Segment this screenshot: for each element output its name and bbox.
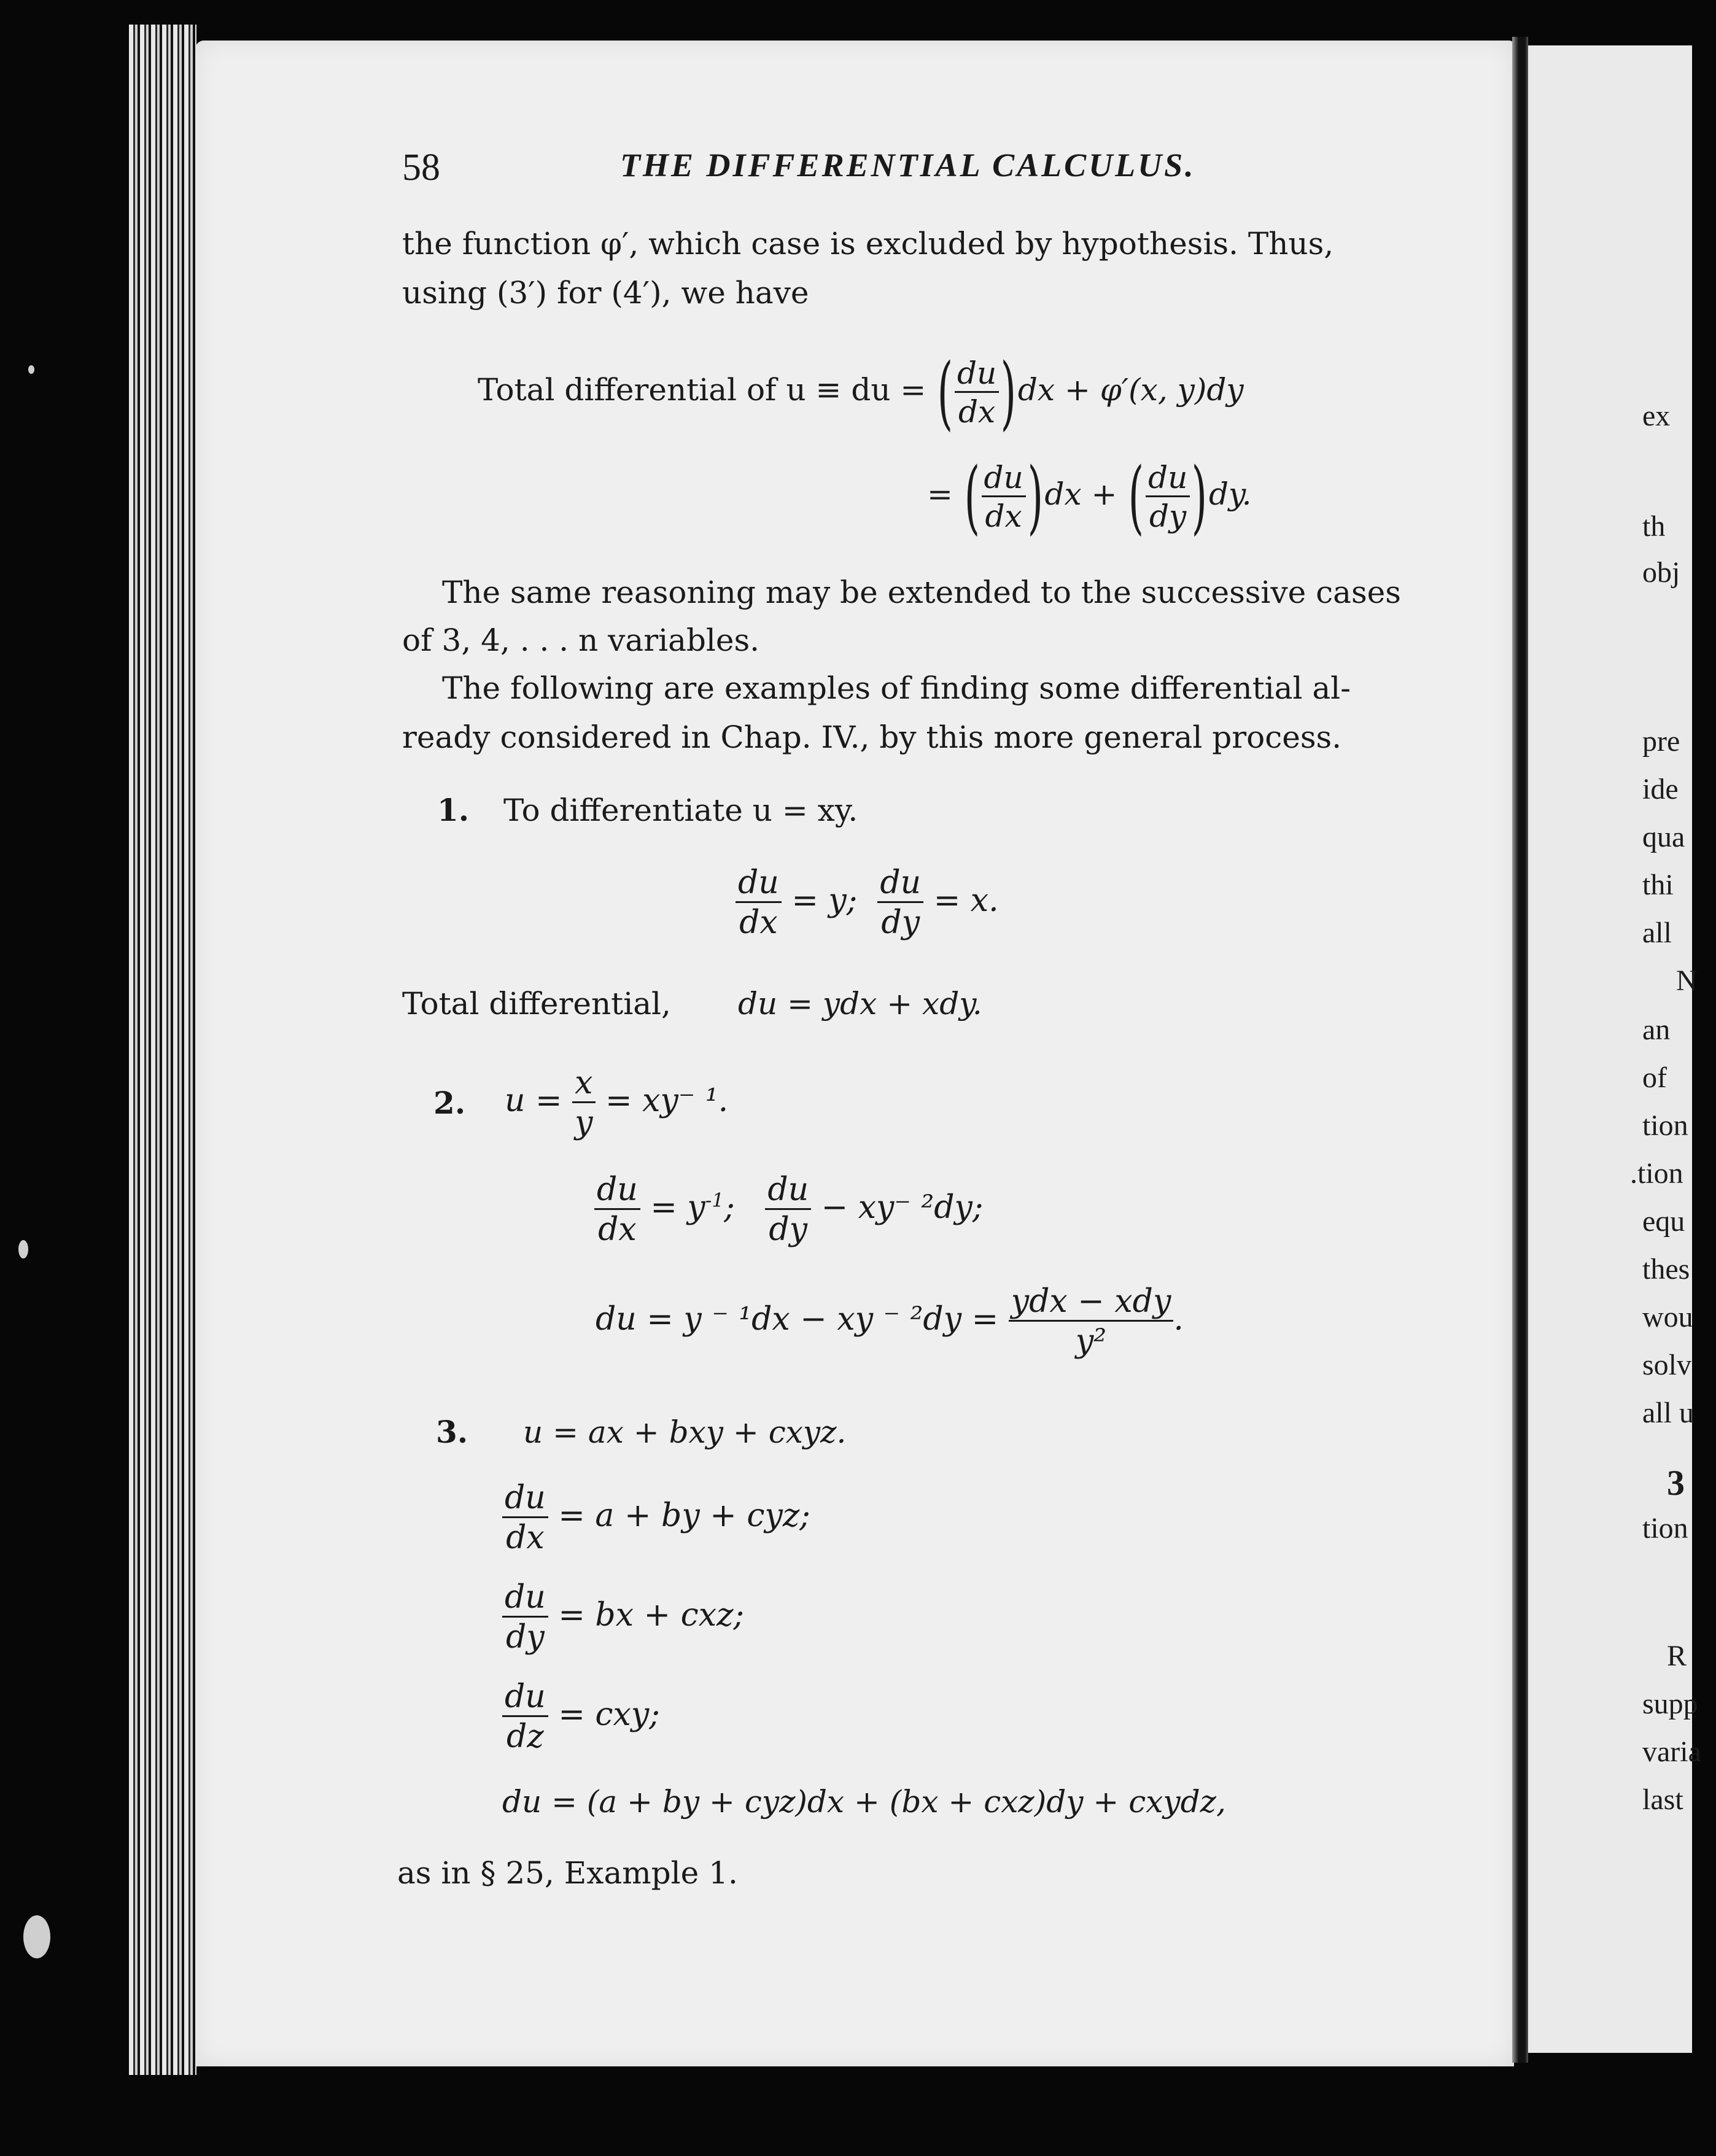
example-3-total: du = (a + by + cyz)dx + (bx + cxz)dy + cxydz, xyxy=(502,1784,1226,1820)
fragment: all u xyxy=(1642,1397,1694,1429)
example-3-partial-dx xyxy=(502,1479,810,1556)
denominator: dy xyxy=(1149,498,1187,534)
numerator: du xyxy=(1146,462,1190,497)
fragment: .tion xyxy=(1630,1157,1683,1190)
margin-mark xyxy=(23,1915,50,1958)
example-3-number: 3. xyxy=(436,1414,468,1450)
denominator: dy xyxy=(881,904,920,941)
example-3-definition: u = ax + bxy + cxyz. xyxy=(523,1414,847,1450)
fragment: last xyxy=(1642,1783,1683,1816)
numerator: du xyxy=(502,1581,548,1618)
fragment: thi xyxy=(1642,869,1674,901)
fragment: all xyxy=(1642,917,1672,949)
intro-line-1: the function φ′, which case is excluded by hypothesis. Thus, xyxy=(402,226,1334,262)
fragment: thes xyxy=(1642,1253,1690,1285)
total-differential-eq-2 xyxy=(927,450,1252,543)
fraction-du-dx xyxy=(502,1479,548,1556)
numerator: du xyxy=(502,1681,548,1717)
fragment: wou xyxy=(1642,1301,1693,1333)
example-3-partial-dy xyxy=(502,1579,745,1656)
numerator: x xyxy=(572,1067,595,1103)
left-paren: ( xyxy=(1128,450,1144,543)
eq-part: = x. xyxy=(933,882,999,919)
eq-part: = a + by + cyz; xyxy=(558,1497,810,1534)
right-paren: ) xyxy=(1191,450,1208,543)
example-1-partials xyxy=(736,864,999,941)
numerator: du xyxy=(736,867,782,903)
eq-part: du = y ⁻ ¹dx − xy ⁻ ²dy = xyxy=(596,1301,999,1338)
page-stack-edge xyxy=(129,25,196,2075)
numerator: du xyxy=(955,358,999,393)
eq-part: ; xyxy=(724,1189,735,1226)
fragment: ex xyxy=(1642,400,1671,432)
intro-line-2: using (3′) for (4′), we have xyxy=(402,275,809,311)
denominator: dx xyxy=(739,904,778,941)
fraction-du-dy xyxy=(877,864,923,941)
example-3-partial-dz xyxy=(502,1678,660,1755)
left-paren: ( xyxy=(964,450,980,543)
eq-part: dy. xyxy=(1209,476,1252,512)
example-2-definition xyxy=(505,1064,729,1141)
left-page xyxy=(195,41,1514,2066)
eq-part: = cxy; xyxy=(558,1696,660,1733)
fraction-du-dy xyxy=(765,1171,811,1248)
numerator: du xyxy=(502,1482,548,1518)
exponent: -1 xyxy=(705,1189,724,1212)
denominator: dx xyxy=(985,498,1022,534)
numerator: du xyxy=(765,1174,811,1210)
eq-part: = y; xyxy=(791,882,858,919)
denominator: dx xyxy=(958,394,996,430)
fragment: varia xyxy=(1642,1735,1701,1768)
eq-part: = y xyxy=(650,1189,705,1226)
exponent: ⁻ ² xyxy=(894,1189,934,1226)
fraction-du-dy xyxy=(1146,459,1190,534)
fragment: N xyxy=(1676,964,1698,997)
exponent: ⁻ ¹. xyxy=(678,1082,729,1119)
fragment: tion xyxy=(1642,1109,1688,1142)
fragment: R xyxy=(1667,1640,1687,1672)
equals-sign: = xyxy=(927,476,963,512)
running-title: THE DIFFERENTIAL CALCULUS. xyxy=(620,147,1196,184)
denominator: y xyxy=(575,1104,593,1141)
fraction-result xyxy=(1009,1283,1174,1360)
fragment: pre xyxy=(1642,725,1680,758)
fragment: equ xyxy=(1642,1205,1685,1238)
denominator: dy xyxy=(769,1211,808,1248)
numerator: ydx − xdy xyxy=(1009,1285,1174,1322)
fragment: qua xyxy=(1642,821,1685,853)
denominator: dz xyxy=(507,1718,544,1755)
eq-rest: dx + φ′(x, y)dy xyxy=(1017,372,1244,408)
eq-part: dy; xyxy=(934,1189,984,1226)
fragment: 3 xyxy=(1667,1463,1685,1503)
eq-part: = xy xyxy=(605,1082,678,1119)
fraction-du-dx xyxy=(594,1171,640,1248)
fragment: solv xyxy=(1642,1349,1692,1381)
example-1-total-eq: du = ydx + xdy. xyxy=(738,986,982,1022)
book-gutter xyxy=(1512,37,1528,2063)
denominator: dy xyxy=(506,1619,545,1656)
fragment: tion xyxy=(1642,1512,1688,1545)
closing-line: as in § 25, Example 1. xyxy=(397,1855,738,1891)
example-1-total-label: Total differential, xyxy=(402,986,671,1022)
numerator: du xyxy=(877,867,923,903)
numerator: du xyxy=(982,462,1026,497)
fraction-du-dz xyxy=(502,1678,548,1755)
eq-part: . xyxy=(1173,1301,1184,1338)
example-1-text: To differentiate u = xy. xyxy=(503,793,858,828)
example-2-number: 2. xyxy=(433,1085,466,1121)
denominator: y² xyxy=(1075,1323,1107,1360)
paragraph-1-line-2: of 3, 4, . . . n variables. xyxy=(402,622,760,658)
total-differential-eq-1 xyxy=(478,346,1244,439)
page-number: 58 xyxy=(402,147,440,188)
fraction-du-dx xyxy=(955,355,999,430)
fraction-du-dx xyxy=(736,864,782,941)
paragraph-2-line-1: The following are examples of finding some differential al- xyxy=(442,670,1351,706)
margin-mark xyxy=(28,365,34,374)
eq-part: u = xyxy=(505,1082,562,1119)
fraction-x-y xyxy=(572,1064,595,1141)
fragment: th xyxy=(1642,510,1666,543)
margin-mark xyxy=(18,1240,28,1258)
eq-part: dx + xyxy=(1044,476,1117,512)
right-paren: ) xyxy=(1027,450,1043,543)
eq-part: − xy xyxy=(821,1189,895,1226)
fragment: an xyxy=(1642,1014,1671,1046)
denominator: dx xyxy=(598,1211,637,1248)
fragment: obj xyxy=(1642,556,1680,589)
left-paren: ( xyxy=(937,346,953,439)
denominator: dx xyxy=(506,1519,545,1556)
fraction-du-dx xyxy=(982,459,1026,534)
eq-label: Total differential of u ≡ du = xyxy=(478,372,926,408)
fragment: of xyxy=(1642,1061,1667,1094)
fragment: supp xyxy=(1642,1688,1698,1720)
numerator: du xyxy=(594,1174,640,1210)
right-paren: ) xyxy=(1000,346,1017,439)
paragraph-2-line-2: ready considered in Chap. IV., by this more general process. xyxy=(402,719,1342,755)
eq-part: = bx + cxz; xyxy=(558,1597,745,1634)
example-2-total xyxy=(596,1283,1184,1360)
example-1-number: 1. xyxy=(437,792,470,828)
example-2-partials xyxy=(594,1171,984,1248)
fragment: ide xyxy=(1642,773,1679,805)
paragraph-1-line-1: The same reasoning may be extended to the successive cases xyxy=(442,575,1401,610)
fraction-du-dy xyxy=(502,1579,548,1656)
